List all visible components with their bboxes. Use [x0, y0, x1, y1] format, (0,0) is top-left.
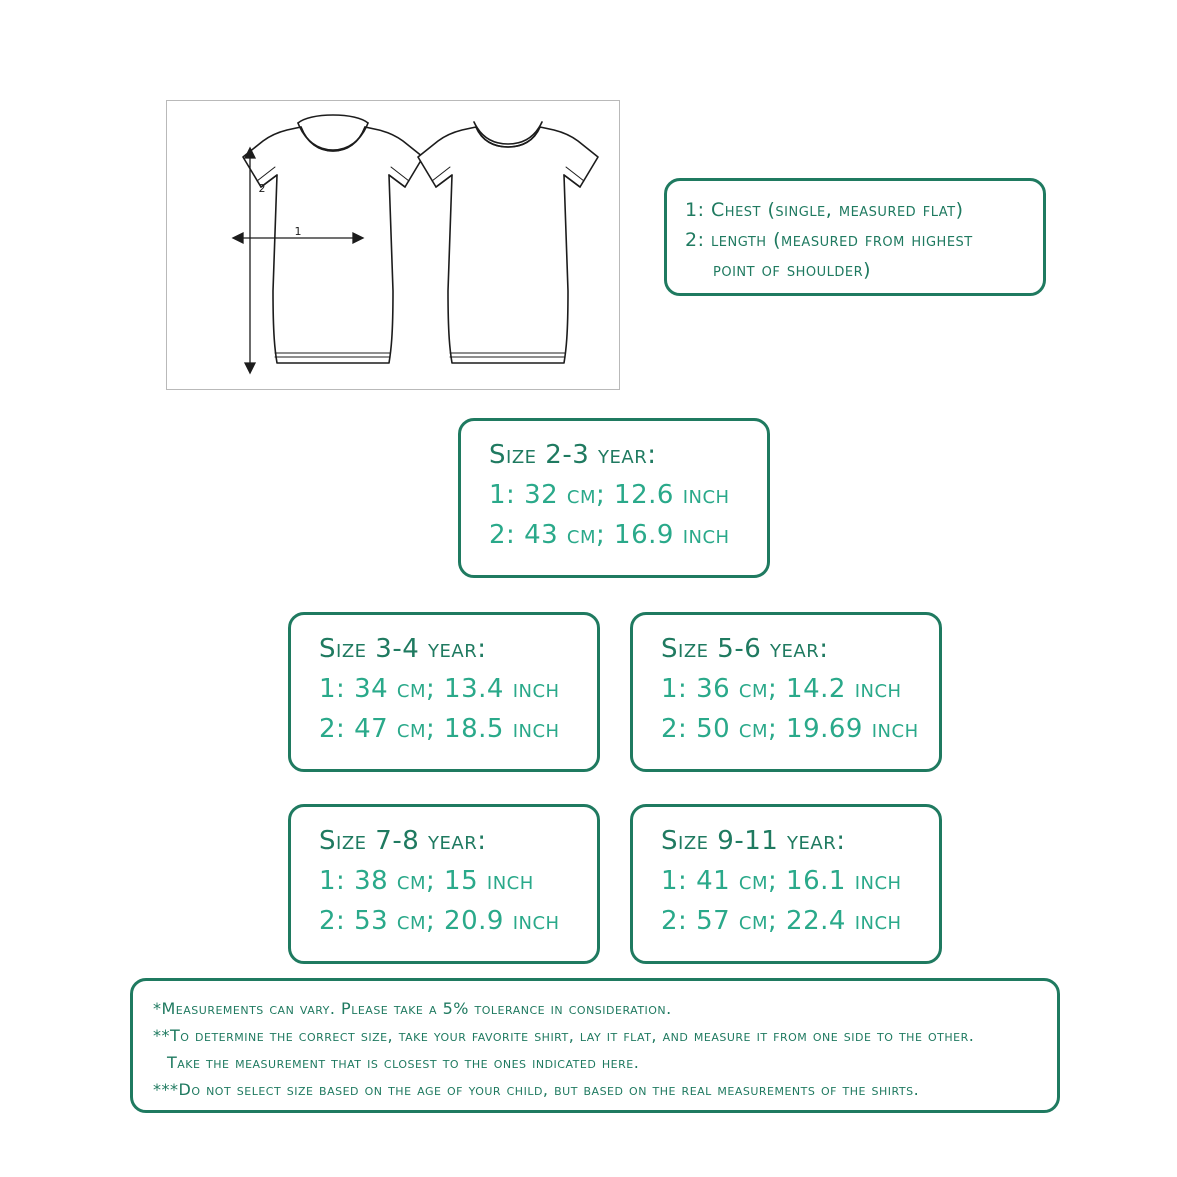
note-line-3 [153, 1049, 1037, 1076]
note-line-1: *Measurements can vary. Please take a 5% tolerance in consideration. [153, 999, 672, 1018]
note-line-4: ***Do not select size based on the age of your child, but based on the real measurements of the shirts. [153, 1080, 920, 1099]
tshirt-front-outline [243, 115, 423, 363]
size-card-title: Size 2-3 year: [489, 440, 657, 470]
size-card-title: Size 3-4 year: [319, 634, 487, 664]
size-card-length: 2: 53 cm; 20.9 inch [319, 906, 560, 936]
tshirt-back-outline [418, 122, 598, 363]
label-length: 2 [258, 182, 266, 195]
size-card-length: 2: 43 cm; 16.9 inch [489, 520, 730, 550]
size-card-length: 2: 50 cm; 19.69 inch [661, 714, 919, 744]
garment-diagram-panel [166, 100, 620, 390]
size-card-chest: 1: 36 cm; 14.2 inch [661, 674, 902, 704]
legend-line-3 [685, 255, 1025, 285]
legend-line-1: 1: Chest (single, measured flat) [685, 199, 964, 221]
size-card-chest: 1: 32 cm; 12.6 inch [489, 480, 730, 510]
size-card-title: Size 5-6 year: [661, 634, 829, 664]
tshirt-technical-drawing [167, 101, 619, 389]
size-card-title: Size 7-8 year: [319, 826, 487, 856]
size-card-length: 2: 57 cm; 22.4 inch [661, 906, 902, 936]
size-card-9-11-year [630, 804, 942, 964]
notes-box [130, 978, 1060, 1113]
size-card-2-3-year [458, 418, 770, 578]
size-card-chest: 1: 41 cm; 16.1 inch [661, 866, 902, 896]
measurement-legend [664, 178, 1046, 296]
size-card-title: Size 9-11 year: [661, 826, 846, 856]
legend-line-3-text: point of shoulder) [713, 259, 872, 281]
size-card-7-8-year [288, 804, 600, 964]
note-line-3-text: Take the measurement that is closest to the ones indicated here. [167, 1053, 640, 1072]
label-chest: 1 [294, 225, 302, 238]
size-card-length: 2: 47 cm; 18.5 inch [319, 714, 560, 744]
legend-line-2: 2: length (measured from highest [685, 229, 973, 251]
size-card-5-6-year [630, 612, 942, 772]
size-card-chest: 1: 34 cm; 13.4 inch [319, 674, 560, 704]
size-card-3-4-year [288, 612, 600, 772]
size-card-chest: 1: 38 cm; 15 inch [319, 866, 534, 896]
note-line-2: **To determine the correct size, take your favorite shirt, lay it flat, and measure it from one side to the other. [153, 1026, 975, 1045]
